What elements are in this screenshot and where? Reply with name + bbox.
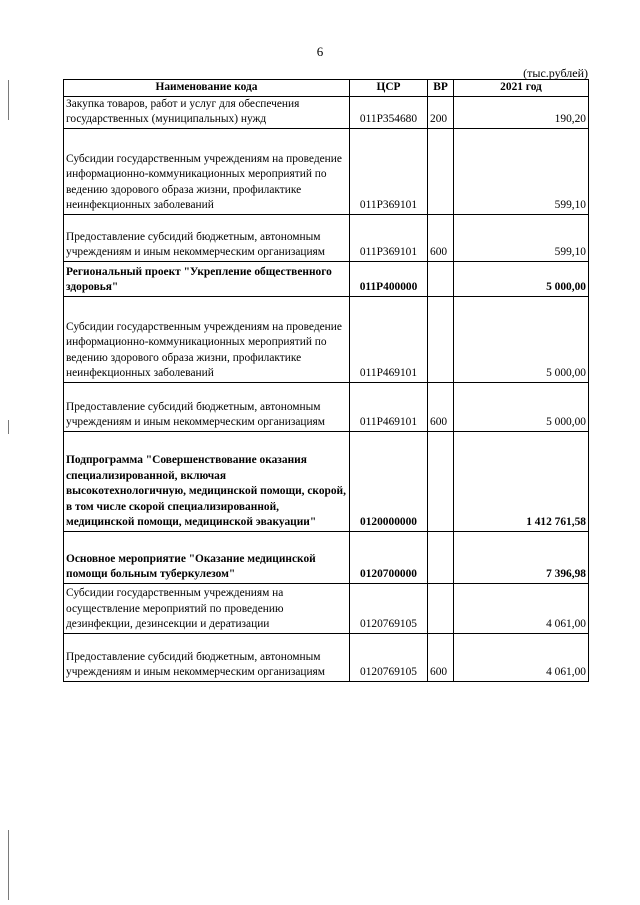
- row-name: Предоставление субсидий бюджетным, автономным учреждениям и иным некоммерческим организациям: [64, 382, 350, 431]
- row-name: Закупка товаров, работ и услуг для обеспечения государственных (муниципальных) нужд: [64, 96, 350, 128]
- table-row: [64, 633, 589, 681]
- table-row: [64, 96, 589, 128]
- row-name: Подпрограмма "Совершенствование оказания специализированной, включая высокотехнологичную, медицинской помощи, скорой, в том числе скорой специализированной, медицинской помощи, медицинской эвакуации": [64, 431, 350, 531]
- row-csr: 0120769105: [350, 583, 428, 633]
- row-csr: 011P369101: [350, 128, 428, 214]
- scan-margin-mark: [8, 420, 9, 434]
- row-vr: 600: [428, 214, 454, 261]
- row-csr: 011P354680: [350, 96, 428, 128]
- header-sum: 2021 год: [454, 80, 589, 97]
- row-vr: [428, 261, 454, 296]
- row-csr: 0120769105: [350, 633, 428, 681]
- row-vr: [428, 128, 454, 214]
- row-name: Предоставление субсидий бюджетным, автономным учреждениям и иным некоммерческим организациям: [64, 214, 350, 261]
- row-name: Основное мероприятие "Оказание медицинской помощи больным туберкулезом": [64, 531, 350, 583]
- row-vr: [428, 583, 454, 633]
- row-vr: [428, 296, 454, 382]
- table-row: [64, 583, 589, 633]
- units-label: (тыс.рублей): [523, 66, 588, 80]
- row-csr: 011P400000: [350, 261, 428, 296]
- table-row: [64, 431, 589, 531]
- header-name: Наименование кода: [64, 80, 350, 97]
- row-name: Предоставление субсидий бюджетным, автономным учреждениям и иным некоммерческим организациям: [64, 633, 350, 681]
- table-row: [64, 128, 589, 214]
- row-sum: 599,10: [454, 214, 589, 261]
- row-vr: 600: [428, 382, 454, 431]
- table-row: [64, 382, 589, 431]
- row-name: Субсидии государственным учреждениям на проведение информационно-коммуникационных мероприятий по ведению здорового образа жизни, профилактике неинфекционных заболеваний: [64, 296, 350, 382]
- budget-table: [63, 79, 589, 682]
- scan-margin-mark: [8, 830, 9, 900]
- row-sum: 599,10: [454, 128, 589, 214]
- row-vr: 200: [428, 96, 454, 128]
- row-csr: 0120700000: [350, 531, 428, 583]
- row-sum: 5 000,00: [454, 382, 589, 431]
- header-vr: ВР: [428, 80, 454, 97]
- row-csr: 0120000000: [350, 431, 428, 531]
- row-sum: 7 396,98: [454, 531, 589, 583]
- row-sum: 1 412 761,58: [454, 431, 589, 531]
- row-csr: 011P469101: [350, 382, 428, 431]
- scan-margin-mark: [8, 80, 9, 120]
- table-row: [64, 261, 589, 296]
- row-vr: [428, 431, 454, 531]
- row-vr: [428, 531, 454, 583]
- row-name: Субсидии государственным учреждениям на проведение информационно-коммуникационных мероприятий по ведению здорового образа жизни, профилактике неинфекционных заболеваний: [64, 128, 350, 214]
- row-name: Региональный проект "Укрепление общественного здоровья": [64, 261, 350, 296]
- table-row: [64, 214, 589, 261]
- row-sum: 5 000,00: [454, 296, 589, 382]
- table-row: [64, 531, 589, 583]
- table-row: [64, 296, 589, 382]
- row-sum: 190,20: [454, 96, 589, 128]
- row-sum: 5 000,00: [454, 261, 589, 296]
- row-sum: 4 061,00: [454, 583, 589, 633]
- header-csr: ЦСР: [350, 80, 428, 97]
- table-header-row: [64, 80, 589, 97]
- page-number: 6: [316, 44, 324, 59]
- row-csr: 011P369101: [350, 214, 428, 261]
- row-csr: 011P469101: [350, 296, 428, 382]
- row-name: Субсидии государственным учреждениям на осуществление мероприятий по проведению дезинфекции, дезинсекции и дератизации: [64, 583, 350, 633]
- row-sum: 4 061,00: [454, 633, 589, 681]
- row-vr: 600: [428, 633, 454, 681]
